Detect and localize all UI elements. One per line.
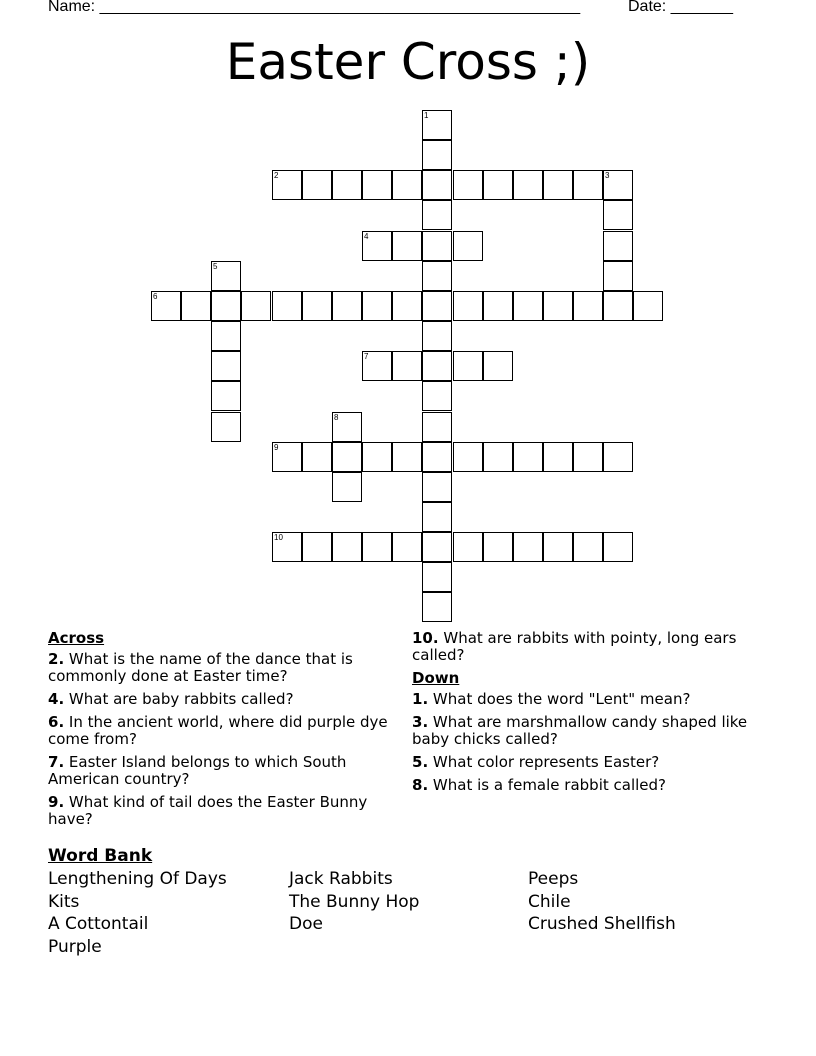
grid-cell[interactable]: [362, 351, 392, 381]
down-heading: Down: [412, 669, 460, 687]
grid-cell[interactable]: [272, 442, 302, 472]
grid-cell[interactable]: [422, 502, 452, 532]
grid-cell[interactable]: [422, 442, 452, 472]
grid-cell[interactable]: [422, 321, 452, 351]
grid-cell[interactable]: [603, 291, 633, 321]
grid-cell[interactable]: [422, 472, 452, 502]
clues-left-column: [48, 630, 388, 834]
grid-cell[interactable]: [181, 291, 211, 321]
word-bank-column: [528, 868, 676, 936]
grid-cell[interactable]: [422, 261, 452, 291]
down-clue-8: 8. What is a female rabbit called?: [412, 776, 666, 794]
clue-number: 5: [213, 262, 218, 271]
word-bank-word: Purple: [48, 936, 102, 957]
grid-cell[interactable]: [272, 170, 302, 200]
grid-cell[interactable]: [422, 381, 452, 411]
grid-cell[interactable]: [272, 291, 302, 321]
grid-cell[interactable]: [211, 321, 241, 351]
grid-cell[interactable]: [332, 442, 362, 472]
grid-cell[interactable]: [543, 532, 573, 562]
grid-cell[interactable]: [241, 291, 271, 321]
grid-cell[interactable]: [422, 140, 452, 170]
grid-cell[interactable]: [211, 381, 241, 411]
grid-cell[interactable]: [151, 291, 181, 321]
across-clue-7: 7. Easter Island belongs to which South American country?: [48, 753, 347, 788]
grid-cell[interactable]: [422, 562, 452, 592]
grid-cell[interactable]: [483, 291, 513, 321]
grid-cell[interactable]: [513, 170, 543, 200]
grid-cell[interactable]: [332, 412, 362, 442]
grid-cell[interactable]: [603, 532, 633, 562]
grid-cell[interactable]: [211, 351, 241, 381]
grid-cell[interactable]: [392, 532, 422, 562]
grid-cell[interactable]: [302, 291, 332, 321]
across-clue-2: 2. What is the name of the dance that is commonly done at Easter time?: [48, 650, 353, 685]
grid-cell[interactable]: [422, 412, 452, 442]
across-clue-6: 6. In the ancient world, where did purple dye come from?: [48, 713, 388, 748]
grid-cell[interactable]: [302, 170, 332, 200]
grid-cell[interactable]: [392, 442, 422, 472]
grid-cell[interactable]: [603, 231, 633, 261]
grid-cell[interactable]: [422, 200, 452, 230]
word-bank-word: Kits: [48, 891, 80, 912]
grid-cell[interactable]: [362, 170, 392, 200]
grid-cell[interactable]: [573, 532, 603, 562]
grid-cell[interactable]: [422, 231, 452, 261]
grid-cell[interactable]: [422, 170, 452, 200]
grid-cell[interactable]: [211, 291, 241, 321]
grid-cell[interactable]: [362, 291, 392, 321]
grid-cell[interactable]: [362, 532, 392, 562]
grid-cell[interactable]: [392, 231, 422, 261]
grid-cell[interactable]: [302, 532, 332, 562]
grid-cell[interactable]: [422, 532, 452, 562]
grid-cell[interactable]: [302, 442, 332, 472]
clue-number: 10: [274, 533, 283, 542]
grid-cell[interactable]: [513, 291, 543, 321]
grid-cell[interactable]: [332, 472, 362, 502]
grid-cell[interactable]: [422, 291, 452, 321]
grid-cell[interactable]: [392, 291, 422, 321]
word-bank-column: [48, 868, 227, 958]
grid-cell[interactable]: [332, 532, 362, 562]
clues-right-column: [412, 630, 752, 800]
grid-cell[interactable]: [513, 442, 543, 472]
grid-cell[interactable]: [603, 200, 633, 230]
grid-cell[interactable]: [603, 170, 633, 200]
grid-cell[interactable]: [453, 291, 483, 321]
word-bank-word: Doe: [289, 914, 323, 934]
word-bank-word: Crushed Shellfish: [528, 914, 676, 934]
page-title: Easter Cross ;): [225, 33, 591, 91]
grid-cell[interactable]: [603, 442, 633, 472]
across-clue-4: 4. What are baby rabbits called?: [48, 690, 294, 708]
across-heading: Across: [48, 629, 105, 647]
grid-cell[interactable]: [513, 532, 543, 562]
clue-number: 1: [424, 111, 429, 120]
grid-cell[interactable]: [422, 351, 452, 381]
grid-cell[interactable]: [543, 170, 573, 200]
word-bank: [48, 846, 748, 957]
word-bank-word: Lengthening Of Days: [48, 869, 227, 889]
date-field[interactable]: Date: _______: [628, 0, 733, 15]
grid-cell[interactable]: [543, 442, 573, 472]
grid-cell[interactable]: [392, 351, 422, 381]
clue-number: 4: [364, 232, 369, 241]
grid-cell[interactable]: [362, 442, 392, 472]
word-bank-word: Peeps: [528, 869, 579, 889]
down-clue-1: 1. What does the word "Lent" mean?: [412, 690, 691, 708]
clue-number: 3: [605, 171, 610, 180]
grid-cell[interactable]: [483, 170, 513, 200]
grid-cell[interactable]: [422, 110, 452, 140]
grid-cell[interactable]: [483, 532, 513, 562]
word-bank-word: Chile: [528, 891, 571, 912]
word-bank-word: The Bunny Hop: [289, 891, 420, 912]
grid-cell[interactable]: [603, 261, 633, 291]
clue-number: 6: [153, 292, 158, 301]
word-bank-column: [289, 868, 419, 936]
grid-cell[interactable]: [543, 291, 573, 321]
grid-cell[interactable]: [211, 261, 241, 291]
clue-number: 7: [364, 352, 369, 361]
down-clue-3: 3. What are marshmallow candy shaped like baby chicks called?: [412, 713, 748, 748]
grid-cell[interactable]: [362, 231, 392, 261]
grid-cell[interactable]: [483, 351, 513, 381]
grid-cell[interactable]: [453, 351, 483, 381]
grid-cell[interactable]: [272, 532, 302, 562]
word-bank-title: Word Bank: [48, 846, 153, 866]
grid-cell[interactable]: [211, 412, 241, 442]
clue-number: 2: [274, 171, 279, 180]
grid-cell[interactable]: [453, 532, 483, 562]
grid-cell[interactable]: [453, 170, 483, 200]
grid-cell[interactable]: [332, 291, 362, 321]
grid-cell[interactable]: [573, 442, 603, 472]
grid-cell[interactable]: [422, 592, 452, 622]
grid-cell[interactable]: [392, 170, 422, 200]
word-bank-word: A Cottontail: [48, 914, 149, 934]
word-bank-word: Jack Rabbits: [289, 869, 393, 889]
clue-number: 8: [334, 413, 339, 422]
across-clue-9: 9. What kind of tail does the Easter Bunny have?: [48, 793, 368, 828]
across-clue-10: 10. What are rabbits with pointy, long ears called?: [412, 629, 737, 664]
grid-cell[interactable]: [573, 170, 603, 200]
grid-cell[interactable]: [332, 170, 362, 200]
grid-cell[interactable]: [483, 442, 513, 472]
down-clue-5: 5. What color represents Easter?: [412, 753, 660, 771]
name-field[interactable]: Name: ______________________________________________________: [48, 0, 581, 15]
grid-cell[interactable]: [453, 442, 483, 472]
grid-cell[interactable]: [573, 291, 603, 321]
grid-cell[interactable]: [453, 231, 483, 261]
grid-cell[interactable]: [633, 291, 663, 321]
clue-number: 9: [274, 443, 279, 452]
